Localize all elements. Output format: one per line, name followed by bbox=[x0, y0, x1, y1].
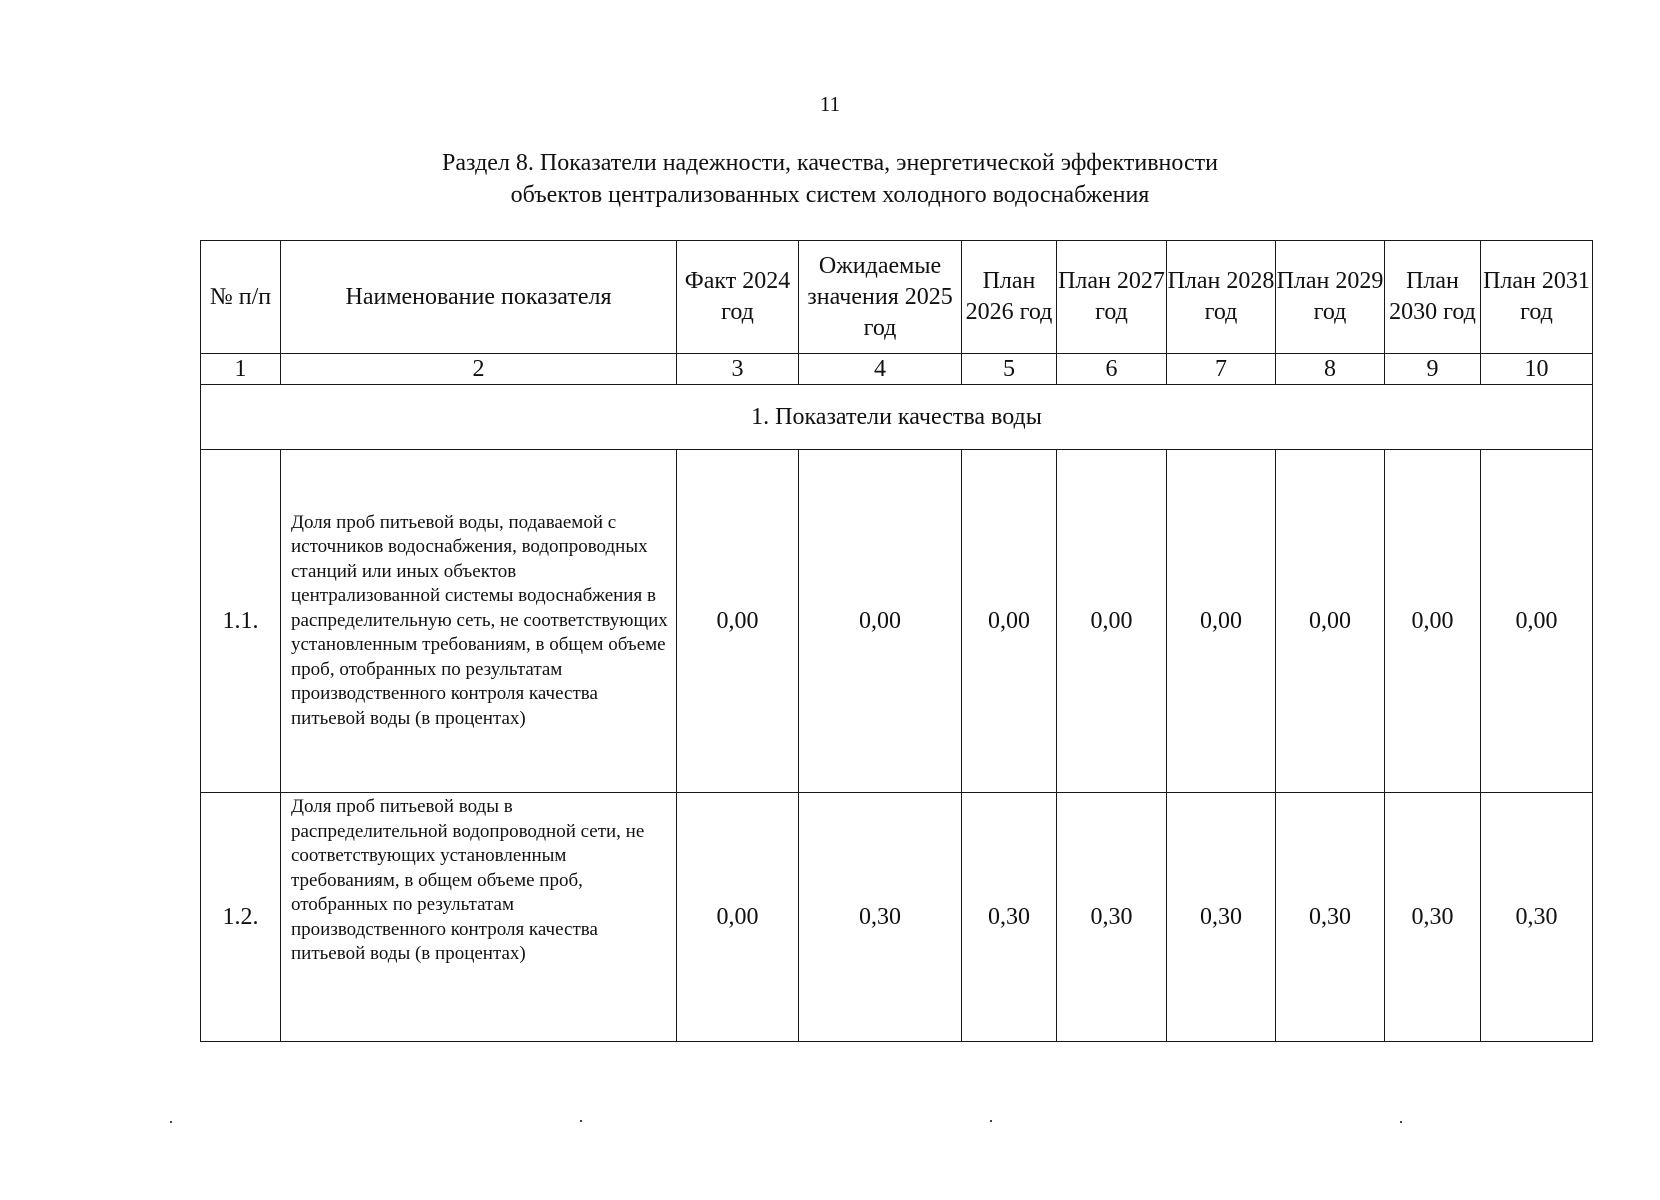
value-plan-2027: 0,00 bbox=[1057, 450, 1167, 793]
scan-speck bbox=[170, 1121, 172, 1123]
column-number: 2 bbox=[281, 354, 677, 385]
section-title bbox=[0, 147, 1660, 211]
header-plan-2030: План 2030 год bbox=[1385, 241, 1481, 354]
value-plan-2031: 0,30 bbox=[1481, 793, 1593, 1042]
value-expected-2025: 0,30 bbox=[799, 793, 962, 1042]
value-plan-2030: 0,00 bbox=[1385, 450, 1481, 793]
value-plan-2026: 0,30 bbox=[962, 793, 1057, 1042]
group-title: 1. Показатели качества воды bbox=[201, 385, 1593, 450]
value-fact-2024: 0,00 bbox=[677, 450, 799, 793]
header-indicator-name: Наименование показателя bbox=[281, 241, 677, 354]
header-number: № п/п bbox=[201, 241, 281, 354]
column-number: 6 bbox=[1057, 354, 1167, 385]
header-plan-2031: План 2031 год bbox=[1481, 241, 1593, 354]
value-expected-2025: 0,00 bbox=[799, 450, 962, 793]
indicators-table bbox=[200, 240, 1593, 1042]
header-plan-2028: План 2028 год bbox=[1167, 241, 1276, 354]
header-expected-2025: Ожидаемые значения 2025 год bbox=[799, 241, 962, 354]
value-plan-2031: 0,00 bbox=[1481, 450, 1593, 793]
value-plan-2029: 0,30 bbox=[1276, 793, 1385, 1042]
group-row-water-quality bbox=[201, 385, 1593, 450]
value-plan-2030: 0,30 bbox=[1385, 793, 1481, 1042]
indicator-name: Доля проб питьевой воды, подаваемой с источников водоснабжения, водопроводных станций или иных объектов централизованной системы водоснабжения в распределительную сеть, не соответствующих установленным требованиям, в общем объеме проб, отобранных по результатам производственного контроля качества питьевой воды (в процентах) bbox=[281, 450, 677, 793]
value-fact-2024: 0,00 bbox=[677, 793, 799, 1042]
column-number: 5 bbox=[962, 354, 1057, 385]
column-number: 9 bbox=[1385, 354, 1481, 385]
header-plan-2029: План 2029 год bbox=[1276, 241, 1385, 354]
row-number: 1.2. bbox=[201, 793, 281, 1042]
header-plan-2027: План 2027 год bbox=[1057, 241, 1167, 354]
value-plan-2029: 0,00 bbox=[1276, 450, 1385, 793]
header-row bbox=[201, 241, 1593, 354]
page-number: 11 bbox=[819, 92, 841, 116]
column-number: 10 bbox=[1481, 354, 1593, 385]
row-number: 1.1. bbox=[201, 450, 281, 793]
scan-speck bbox=[990, 1120, 992, 1122]
section-title-line-2: объектов централизованных систем холодного водоснабжения bbox=[510, 182, 1150, 208]
column-number: 8 bbox=[1276, 354, 1385, 385]
value-plan-2028: 0,00 bbox=[1167, 450, 1276, 793]
value-plan-2026: 0,00 bbox=[962, 450, 1057, 793]
scan-speck bbox=[1400, 1121, 1402, 1123]
table-row bbox=[201, 450, 1593, 793]
table-row bbox=[201, 793, 1593, 1042]
scan-speck bbox=[580, 1120, 582, 1122]
header-fact-2024: Факт 2024 год bbox=[677, 241, 799, 354]
column-number: 3 bbox=[677, 354, 799, 385]
column-number-row bbox=[201, 354, 1593, 385]
column-number: 1 bbox=[201, 354, 281, 385]
indicator-name: Доля проб питьевой воды в распределительной водопроводной сети, не соответствующих установленным требованиям, в общем объеме проб, отобранных по результатам производственного контроля качества питьевой воды (в процентах) bbox=[281, 793, 677, 1042]
value-plan-2027: 0,30 bbox=[1057, 793, 1167, 1042]
value-plan-2028: 0,30 bbox=[1167, 793, 1276, 1042]
section-title-line-1: Раздел 8. Показатели надежности, качества, энергетической эффективности bbox=[442, 150, 1218, 176]
header-plan-2026: План 2026 год bbox=[962, 241, 1057, 354]
column-number: 4 bbox=[799, 354, 962, 385]
column-number: 7 bbox=[1167, 354, 1276, 385]
